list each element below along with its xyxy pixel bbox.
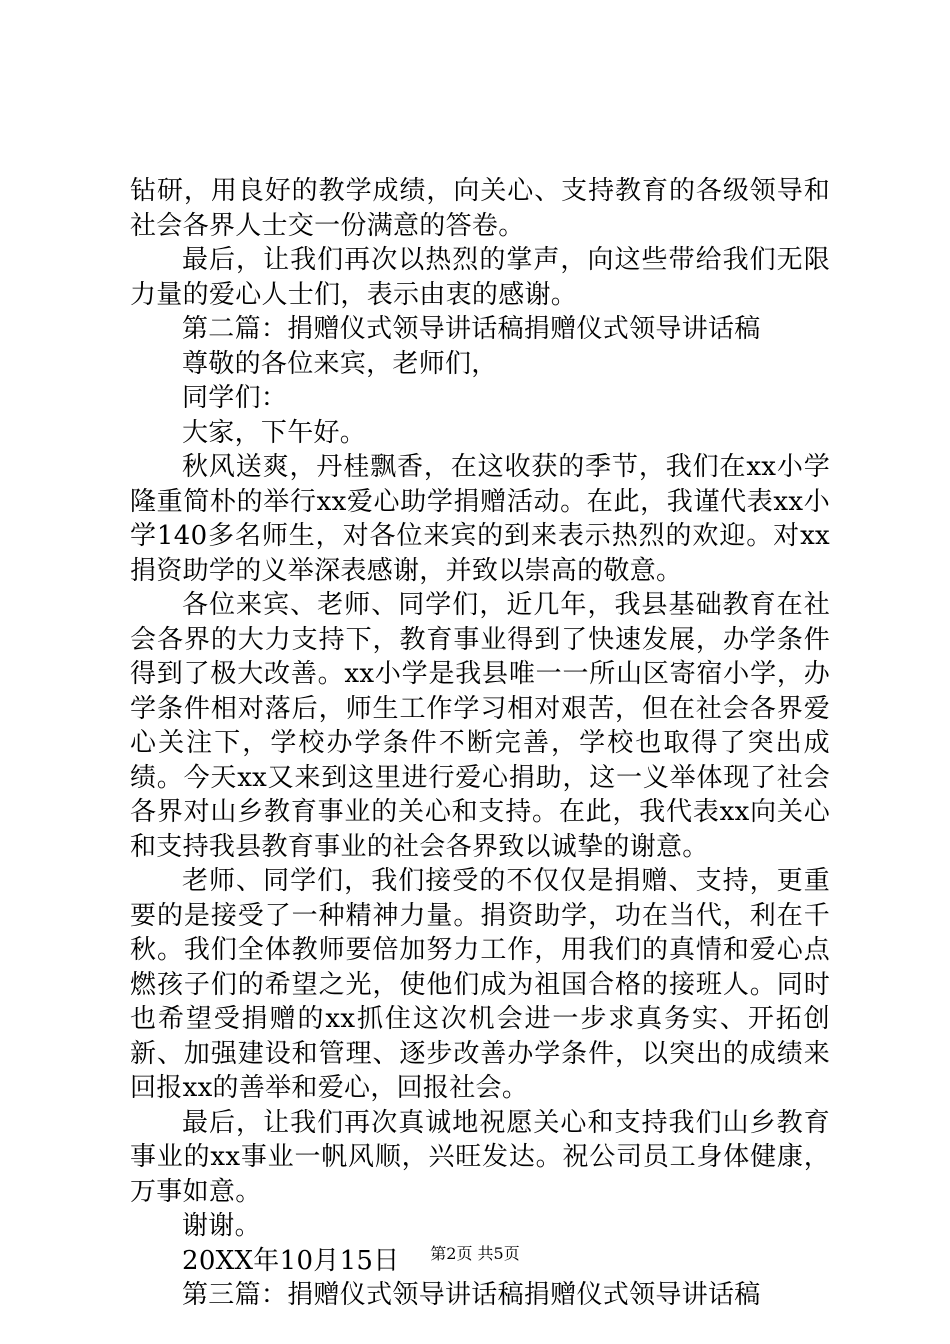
greeting: 大家，下午好。 <box>182 417 367 448</box>
thanks-line: 谢谢。 <box>182 1211 261 1241</box>
salutation-line-2: 同学们： <box>182 383 288 413</box>
paragraph-2: 最后，让我们再次以热烈的掌声，向这些带给我们无限力量的爱心人士们，表示由衷的感谢。 <box>130 245 830 310</box>
paragraph-closing: 最后，让我们再次真诚地祝愿关心和支持我们山乡教育事业的xx事业一帆风顺，兴旺发达。祝公司员工身体健康，万事如意。 <box>130 1107 830 1207</box>
document-body <box>130 174 830 1313</box>
page-footer: 第2页 共5页 <box>430 1244 520 1263</box>
paragraph-teachers: 老师、同学们，我们接受的不仅仅是捐赠、支持，更重要的是接受了一种精神力量。捐资助学，功在当代，利在千秋。我们全体教师要倍加努力工作，用我们的真情和爱心点燃孩子们的希望之光，使他们成为祖国合格的接班人。同时也希望受捐赠的xx抓住这次机会进一步求真务实、开拓创新、加强建设和管理、逐步改善办学条件，以突出的成绩来回报xx的善举和爱心，回报社会。 <box>130 866 830 1103</box>
paragraph-development: 各位来宾、老师、同学们，近几年，我县基础教育在社会各界的大力支持下，教育事业得到了快速发展，办学条件得到了极大改善。xx小学是我县唯一一所山区寄宿小学，办学条件相对落后，师生工作学习相对艰苦，但在社会各界爱心关注下，学校办学条件不断完善，学校也取得了突出成绩。今天xx又来到这里进行爱心捐助，这一义举体现了社会各界对山乡教育事业的关心和支持。在此，我代表xx向关心和支持我县教育事业的社会各界致以诚挚的谢意。 <box>130 590 830 862</box>
paragraph-1: 钻研，用良好的教学成绩，向关心、支持教育的各级领导和社会各界人士交一份满意的答卷。 <box>130 176 830 241</box>
date-line: 20XX年10月15日 <box>182 1245 400 1276</box>
section-heading-3: 第三篇：捐赠仪式领导讲话稿捐赠仪式领导讲话稿 <box>182 1280 761 1310</box>
paragraph-opening: 秋风送爽，丹桂飘香，在这收获的季节，我们在xx小学隆重简朴的举行xx爱心助学捐赠活动。在此，我谨代表xx小学140多名师生，对各位来宾的到来表示热烈的欢迎。对xx捐资助学的义举深表感谢，并致以崇高的敬意。 <box>130 452 830 586</box>
section-heading-2: 第二篇：捐赠仪式领导讲话稿捐赠仪式领导讲话稿 <box>182 314 761 344</box>
salutation-line-1: 尊敬的各位来宾，老师们， <box>182 348 498 379</box>
